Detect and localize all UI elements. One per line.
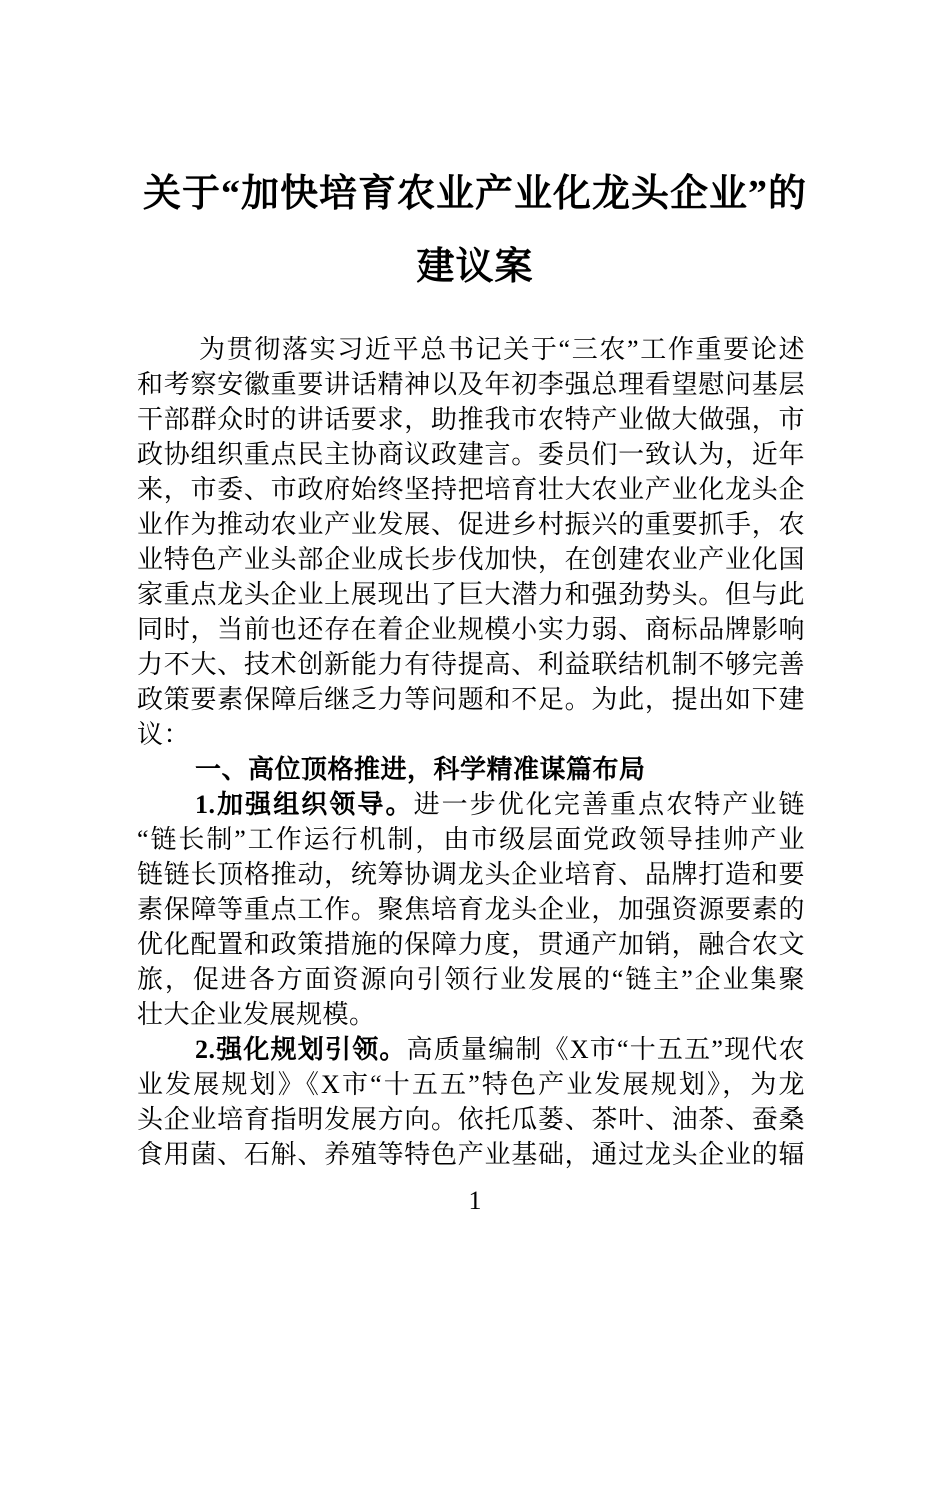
- title-line-1: 关于“加快培育农业产业化龙头企业”的: [142, 173, 807, 215]
- paragraph-line: 业发展规划》《X市“十五五”特色产业发展规划》，为龙: [137, 1070, 805, 1099]
- paragraph-line: “链长制”工作运行机制，由市级层面党政领导挂帅产业: [137, 825, 805, 854]
- paragraph-line: [137, 1032, 805, 1067]
- paragraph-line: 力不大、技术创新能力有待提高、利益联结机制不够完善: [137, 650, 805, 679]
- paragraph-line: 和考察安徽重要讲话精神以及年初李强总理看望慰问基层: [137, 370, 805, 399]
- paragraph-line: 来，市委、市政府始终坚持把培育壮大农业产业化龙头企: [137, 475, 805, 504]
- paragraph-text: 高质量编制《X市“十五五”现代农: [406, 1035, 805, 1064]
- paragraph-text: 进一步优化完善重点农特产业链: [413, 790, 805, 819]
- paragraph-line: 政策要素保障后继乏力等问题和不足。为此，提出如下建: [137, 685, 805, 714]
- paragraph-line: 议：: [137, 720, 191, 749]
- paragraph-line: 头企业培育指明发展方向。依托瓜蒌、茶叶、油茶、蚕桑: [137, 1105, 805, 1134]
- paragraph-line: 同时，当前也还存在着企业规模小实力弱、商标品牌影响: [137, 615, 805, 644]
- document-title: [0, 158, 950, 304]
- paragraph-line: 政协组织重点民主协商议政建言。委员们一致认为，近年: [137, 440, 805, 469]
- paragraph-line: 素保障等重点工作。聚焦培育龙头企业，加强资源要素的: [137, 895, 805, 924]
- paragraph-line: 食用菌、石斛、养殖等特色产业基础，通过龙头企业的辐: [137, 1140, 805, 1169]
- document-page: [0, 158, 950, 1502]
- paragraph-line: 业作为推动农业产业发展、促进乡村振兴的重要抓手，农: [137, 510, 805, 539]
- document-body: [137, 332, 805, 1172]
- paragraph-line: 优化配置和政策措施的保障力度，贯通产加销，融合农文: [137, 930, 805, 959]
- paragraph-line: 业特色产业头部企业成长步伐加快，在创建农业产业化国: [137, 545, 805, 574]
- paragraph-line: [137, 787, 805, 822]
- paragraph-lead: 2.强化规划引领。: [195, 1035, 407, 1064]
- paragraph-line: 为贯彻落实习近平总书记关于“三农”工作重要论述: [199, 335, 805, 364]
- paragraph-lead: 1.加强组织领导。: [195, 790, 414, 819]
- paragraph-line: 旅，促进各方面资源向引领行业发展的“链主”企业集聚: [137, 965, 805, 994]
- paragraph-line: 家重点龙头企业上展现出了巨大潜力和强劲势头。但与此: [137, 580, 805, 609]
- section-heading: 一、高位顶格推进，科学精准谋篇布局: [195, 754, 646, 784]
- paragraph-line: 壮大企业发展规模。: [137, 1000, 376, 1029]
- paragraph-line: 链链长顶格推动，统筹协调龙头企业培育、品牌打造和要: [137, 860, 805, 889]
- title-line-2: 建议案: [416, 246, 534, 288]
- paragraph-line: 干部群众时的讲话要求，助推我市农特产业做大做强，市: [137, 405, 805, 434]
- page-number: 1: [468, 1186, 482, 1215]
